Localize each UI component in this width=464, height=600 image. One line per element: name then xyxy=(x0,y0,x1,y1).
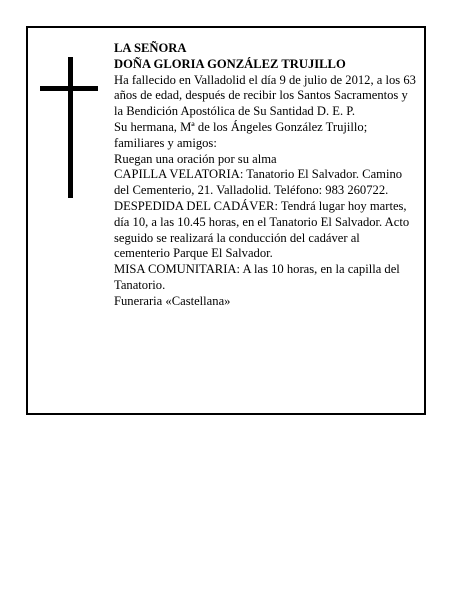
obituary-notice xyxy=(26,26,426,415)
prayer-request: Ruegan una oración por su alma xyxy=(114,151,277,166)
cross-horizontal-bar xyxy=(40,86,98,91)
family-mourners: Su hermana, Mª de los Ángeles González Trujillo; familiares y amigos: xyxy=(114,119,368,150)
death-announcement: Ha fallecido en Valladolid el día 9 de julio de 2012, a los 63 años de edad, después de recibir los Santos Sacramentos y la Bendición Apostólica de Su Santidad D. E. P. xyxy=(114,72,416,119)
cross-vertical-bar xyxy=(68,57,73,198)
deceased-name: DOÑA GLORIA GONZÁLEZ TRUJILLO xyxy=(114,56,346,71)
farewell-info: DESPEDIDA DEL CADÁVER: Tendrá lugar hoy martes, día 10, a las 10.45 horas, en el Tanatorio El Salvador. Acto seguido se realizará la conducción del cadáver al cementerio Parque El Salvador. xyxy=(114,198,410,261)
funeral-home: Funeraria «Castellana» xyxy=(114,293,231,308)
mass-info: MISA COMUNITARIA: A las 10 horas, en la capilla del Tanatorio. xyxy=(114,262,400,292)
wake-chapel-info: CAPILLA VELATORIA: Tanatorio El Salvador. Camino del Cementerio, 21. Valladolid. Teléfono: 983 260722. xyxy=(114,167,403,198)
notice-text xyxy=(114,41,418,310)
notice-title: LA SEÑORA xyxy=(114,41,187,55)
